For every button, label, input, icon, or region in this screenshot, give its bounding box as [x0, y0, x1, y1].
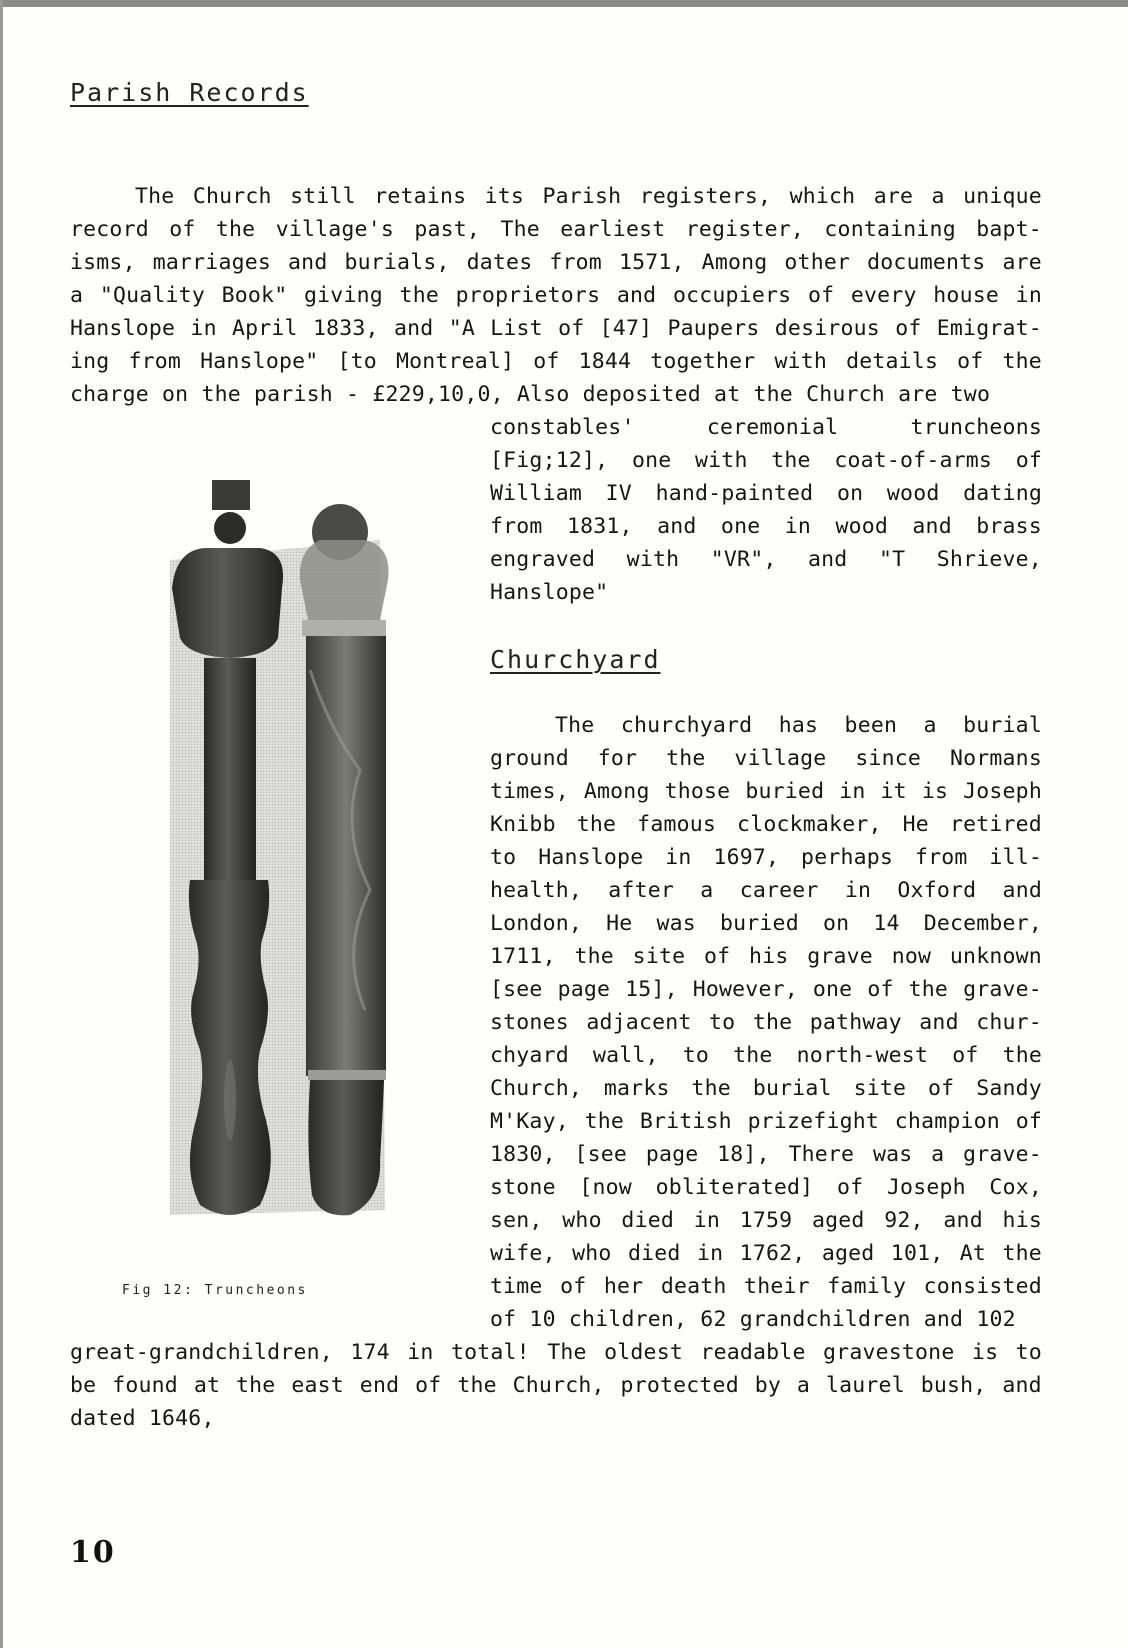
word: Cox,: [989, 1175, 1042, 1200]
word: The: [555, 713, 595, 738]
word: on: [822, 911, 850, 936]
word: was: [872, 1142, 913, 1167]
word: of: [895, 316, 922, 341]
word: aged: [811, 1208, 865, 1233]
word: the: [691, 1076, 731, 1101]
word: bapt-: [976, 217, 1042, 242]
word: his: [749, 944, 789, 969]
word: the: [1002, 1043, 1042, 1068]
word: Emigrat-: [936, 316, 1042, 341]
word: Church,: [512, 1373, 605, 1398]
word: page: [645, 1142, 699, 1167]
word: desirous: [774, 316, 880, 341]
word: in: [696, 1241, 724, 1266]
word: perhaps: [801, 845, 894, 870]
word: to: [709, 1010, 736, 1035]
word: and: [288, 250, 328, 275]
text-line: [70, 246, 1042, 279]
word: from: [914, 845, 968, 870]
word: [Fig;12],: [490, 448, 609, 473]
word: Hanslope": [200, 349, 319, 374]
text-line: [490, 1171, 1042, 1204]
word: 1759: [739, 1208, 793, 1233]
word: of: [952, 1043, 979, 1068]
word: retains: [374, 184, 467, 209]
word: health,: [490, 878, 583, 903]
word: past,: [414, 217, 481, 242]
word: Church,: [490, 1076, 583, 1101]
word: now: [891, 944, 932, 969]
word: chyard: [490, 1043, 569, 1068]
word: Among: [583, 779, 650, 804]
word: "VR",: [710, 547, 777, 572]
word: proprietors: [455, 283, 601, 308]
word: pathway: [809, 1010, 902, 1035]
text-line: [490, 411, 1042, 444]
text-line: [490, 775, 1042, 808]
word: Knibb: [490, 812, 556, 837]
word: and: [1002, 1373, 1042, 1398]
word: buried: [719, 911, 799, 936]
word: 92,: [884, 1208, 924, 1233]
word: wood: [886, 481, 940, 506]
word: of: [928, 1076, 955, 1101]
word: List: [490, 316, 543, 341]
word: register,: [685, 217, 805, 242]
word: who: [572, 1241, 612, 1266]
word: [to: [337, 349, 377, 374]
word: retired: [949, 812, 1042, 837]
word: isms,: [70, 250, 136, 275]
word: east: [291, 1373, 344, 1398]
word: and: [657, 514, 697, 539]
word: been: [844, 713, 898, 738]
word: still: [290, 184, 356, 209]
word: in: [1015, 283, 1042, 308]
word: times,: [490, 779, 569, 804]
word: the: [1002, 1241, 1042, 1266]
text-line: [490, 1105, 1042, 1138]
word: who: [562, 1208, 602, 1233]
word: unique: [963, 184, 1042, 209]
word: bush,: [920, 1373, 987, 1398]
word: [47]: [599, 316, 653, 341]
word: one: [720, 514, 761, 539]
word: has: [778, 713, 819, 738]
word: The: [135, 184, 175, 209]
word: the: [1002, 349, 1042, 374]
word: one: [631, 448, 672, 473]
word: the: [215, 217, 256, 242]
word: "T: [878, 547, 906, 572]
word: the: [457, 1373, 497, 1398]
word: died: [621, 1208, 674, 1233]
word: dates: [466, 250, 533, 275]
word: the: [236, 1373, 276, 1398]
text-line: charge on the parish - £229,10,0, Also deposited at the Church are two: [70, 382, 991, 407]
word: and: [919, 1010, 959, 1035]
word: found: [112, 1373, 178, 1398]
word: in: [839, 779, 866, 804]
word: protected: [620, 1373, 739, 1398]
word: 174: [350, 1340, 390, 1365]
word: of: [169, 217, 196, 242]
word: "A: [448, 316, 475, 341]
word: and: [912, 514, 952, 539]
word: Church: [192, 184, 272, 209]
word: of: [704, 944, 731, 969]
figure-caption: Fig 12: Truncheons: [122, 1283, 308, 1298]
word: career: [739, 878, 819, 903]
text-line: [70, 312, 1042, 345]
word: There: [788, 1142, 855, 1167]
word: village: [734, 746, 827, 771]
word: wood: [835, 514, 889, 539]
word: its: [484, 184, 525, 209]
word: sen,: [490, 1208, 543, 1233]
word: Hanslope: [70, 316, 176, 341]
text-line: [490, 808, 1042, 841]
word: are: [1002, 250, 1042, 275]
word: oldest: [604, 1340, 683, 1365]
word: of: [1015, 448, 1042, 473]
word: dating: [963, 481, 1042, 506]
word: 1830,: [490, 1142, 556, 1167]
word: grave-: [963, 977, 1042, 1002]
word: of: [560, 1274, 587, 1299]
word: the: [399, 283, 439, 308]
word: details: [846, 349, 939, 374]
word: the: [771, 448, 811, 473]
text-line: [490, 1072, 1042, 1105]
word: to: [682, 1043, 710, 1068]
word: giving: [304, 283, 383, 308]
word: family: [827, 1274, 907, 1299]
word: Oxford: [897, 878, 977, 903]
word: 1833,: [312, 316, 379, 341]
word: 1697,: [713, 845, 780, 870]
text-line: Hanslope": [490, 580, 609, 605]
word: April: [231, 316, 298, 341]
truncheons-photo: [130, 470, 420, 1230]
word: death: [660, 1274, 727, 1299]
word: end: [359, 1373, 400, 1398]
word: the: [576, 812, 617, 837]
word: ing: [70, 349, 110, 374]
text-line: of 10 children, 62 grandchildren and 102: [490, 1307, 1016, 1332]
word: engraved: [490, 547, 596, 572]
word: clockmaker,: [737, 812, 882, 837]
word: earliest: [560, 217, 666, 242]
word: British: [639, 1109, 732, 1134]
word: with: [695, 448, 748, 473]
word: to: [490, 845, 517, 870]
word: the: [733, 1043, 773, 1068]
word: house: [933, 283, 1000, 308]
word: burial: [752, 1076, 832, 1101]
word: 1762,: [739, 1241, 806, 1266]
word: 15],: [625, 977, 678, 1002]
word: wall,: [592, 1043, 659, 1068]
word: marriages: [152, 250, 272, 275]
word: "Quality: [99, 283, 205, 308]
scan-border-top: [0, 0, 1128, 7]
word: stone: [490, 1175, 556, 1200]
word: Shrieve,: [936, 547, 1042, 572]
word: and: [808, 547, 848, 572]
word: Sandy: [976, 1076, 1042, 1101]
word: it: [880, 779, 907, 804]
word: hand-painted: [655, 481, 814, 506]
word: aged: [821, 1241, 875, 1266]
word: village's: [275, 217, 394, 242]
word: champion: [894, 1109, 1000, 1134]
word: wife,: [490, 1241, 556, 1266]
word: with: [626, 547, 680, 572]
word: a: [931, 1142, 945, 1167]
word: Paupers: [667, 316, 760, 341]
word: marks: [603, 1076, 670, 1101]
text-line: [490, 940, 1042, 973]
word: gravestone: [823, 1340, 955, 1365]
word: London,: [490, 911, 583, 936]
word: of: [1015, 1109, 1042, 1134]
text-line: [70, 345, 1042, 378]
word: since: [855, 746, 922, 771]
text-line: [490, 1237, 1042, 1270]
text-line: [490, 973, 1042, 1006]
word: constables': [490, 415, 635, 440]
word: the: [574, 944, 614, 969]
word: 1571,: [618, 250, 685, 275]
word: ill-: [989, 845, 1042, 870]
word: their: [744, 1274, 810, 1299]
word: The: [547, 1340, 587, 1365]
word: the: [752, 1010, 793, 1035]
word: which: [789, 184, 856, 209]
text-line: [490, 907, 1042, 940]
word: be: [70, 1373, 97, 1398]
word: of: [836, 1175, 864, 1200]
word: [see: [574, 1142, 628, 1167]
word: 1844: [578, 349, 632, 374]
word: 14: [873, 911, 900, 936]
word: other: [784, 250, 851, 275]
text-line: [490, 742, 1042, 775]
word: of: [957, 349, 984, 374]
word: and: [943, 1208, 983, 1233]
word: those: [664, 779, 731, 804]
word: documents: [867, 250, 986, 275]
word: William: [490, 481, 583, 506]
heading-churchyard: Churchyard: [490, 645, 661, 674]
word: a: [796, 1373, 811, 1398]
text-line: [490, 1204, 1042, 1237]
word: from: [128, 349, 182, 374]
text-line: [70, 213, 1042, 246]
word: one: [812, 977, 853, 1002]
word: burials,: [344, 250, 450, 275]
word: at: [193, 1373, 221, 1398]
word: Among: [701, 250, 768, 275]
word: died: [627, 1241, 681, 1266]
word: with: [774, 349, 828, 374]
word: buried: [745, 779, 825, 804]
word: by: [754, 1373, 782, 1398]
word: truncheons: [910, 415, 1042, 440]
word: the: [666, 746, 706, 771]
word: M'Kay,: [490, 1109, 569, 1134]
text-line: [490, 1006, 1042, 1039]
word: [see: [490, 977, 543, 1002]
word: of: [415, 1373, 442, 1398]
word: IV: [605, 481, 632, 506]
word: together: [650, 349, 756, 374]
text-line: [490, 1138, 1042, 1171]
word: famous: [637, 812, 717, 837]
word: of: [867, 977, 894, 1002]
word: grave-: [963, 1142, 1042, 1167]
text-line: [490, 874, 1042, 907]
word: a: [923, 713, 937, 738]
word: occupiers: [672, 283, 792, 308]
word: from: [549, 250, 602, 275]
word: ground: [490, 746, 569, 771]
heading-parish-records: Parish Records: [70, 78, 309, 107]
right-truncheon: [300, 504, 389, 1215]
word: page: [557, 977, 611, 1002]
word: He: [606, 911, 633, 936]
word: a: [931, 184, 945, 209]
word: adjacent: [586, 1010, 692, 1035]
word: 18],: [717, 1142, 770, 1167]
text-line: [490, 444, 1042, 477]
word: in: [407, 1340, 434, 1365]
word: site: [853, 1076, 907, 1101]
word: her: [603, 1274, 644, 1299]
word: Joseph: [963, 779, 1042, 804]
text-line: [70, 279, 1042, 312]
word: of: [533, 349, 560, 374]
word: on: [836, 481, 864, 506]
word: registers,: [639, 184, 772, 209]
word: site: [632, 944, 686, 969]
word: his: [1002, 1208, 1042, 1233]
word: are: [873, 184, 914, 209]
word: north-west: [796, 1043, 929, 1068]
word: time: [490, 1274, 543, 1299]
word: of: [807, 283, 835, 308]
word: stones: [490, 1010, 569, 1035]
word: Normans: [949, 746, 1042, 771]
word: in: [190, 316, 217, 341]
word: prizefight: [747, 1109, 880, 1134]
word: December,: [923, 911, 1042, 936]
word: consisted: [923, 1274, 1042, 1299]
word: the: [908, 977, 949, 1002]
word: in: [784, 514, 812, 539]
word: every: [850, 283, 917, 308]
word: laurel: [825, 1373, 905, 1398]
text-line: dated 1646,: [70, 1406, 215, 1431]
word: At: [959, 1241, 987, 1266]
word: great-grandchildren,: [70, 1340, 333, 1365]
word: Parish: [542, 184, 622, 209]
text-line: [490, 1270, 1042, 1303]
word: coat-of-arms: [834, 448, 993, 473]
word: [now: [579, 1175, 632, 1200]
word: 1831,: [566, 514, 633, 539]
word: to: [1015, 1340, 1042, 1365]
word: churchyard: [620, 713, 753, 738]
word: Joseph: [886, 1175, 966, 1200]
word: in: [693, 1208, 720, 1233]
word: is: [971, 1340, 999, 1365]
word: ceremonial: [706, 415, 839, 440]
word: However,: [692, 977, 798, 1002]
word: a: [70, 283, 84, 308]
word: total!: [450, 1340, 530, 1365]
word: the: [584, 1109, 625, 1134]
word: a: [700, 878, 714, 903]
text-line: [70, 180, 1042, 213]
text-line: [490, 477, 1042, 510]
text-line: [490, 543, 1042, 576]
page-number: 10: [70, 1535, 116, 1570]
text-line: [70, 1336, 1042, 1369]
word: is: [921, 779, 949, 804]
word: brass: [976, 514, 1042, 539]
word: The: [500, 217, 540, 242]
word: and: [393, 316, 434, 341]
word: for: [597, 746, 638, 771]
text-line: [490, 1039, 1042, 1072]
word: Hanslope: [538, 845, 644, 870]
word: containing: [824, 217, 956, 242]
word: Book": [221, 283, 288, 308]
text-line: [490, 841, 1042, 874]
word: record: [70, 217, 149, 242]
word: Montreal]: [395, 349, 515, 374]
word: and: [616, 283, 657, 308]
word: readable: [700, 1340, 806, 1365]
text-line: [490, 709, 1042, 742]
text-line: [490, 510, 1042, 543]
word: unknown: [949, 944, 1042, 969]
word: of: [558, 316, 585, 341]
word: from: [490, 514, 543, 539]
word: and: [1002, 878, 1042, 903]
word: in: [844, 878, 872, 903]
word: He: [902, 812, 929, 837]
word: in: [665, 845, 692, 870]
word: after: [608, 878, 675, 903]
word: 101,: [890, 1241, 944, 1266]
text-line: [70, 1369, 1042, 1402]
word: burial: [963, 713, 1042, 738]
word: 1711,: [490, 944, 556, 969]
word: obliterated]: [655, 1175, 814, 1200]
word: grave: [807, 944, 873, 969]
word: chur-: [976, 1010, 1042, 1035]
word: was: [656, 911, 696, 936]
